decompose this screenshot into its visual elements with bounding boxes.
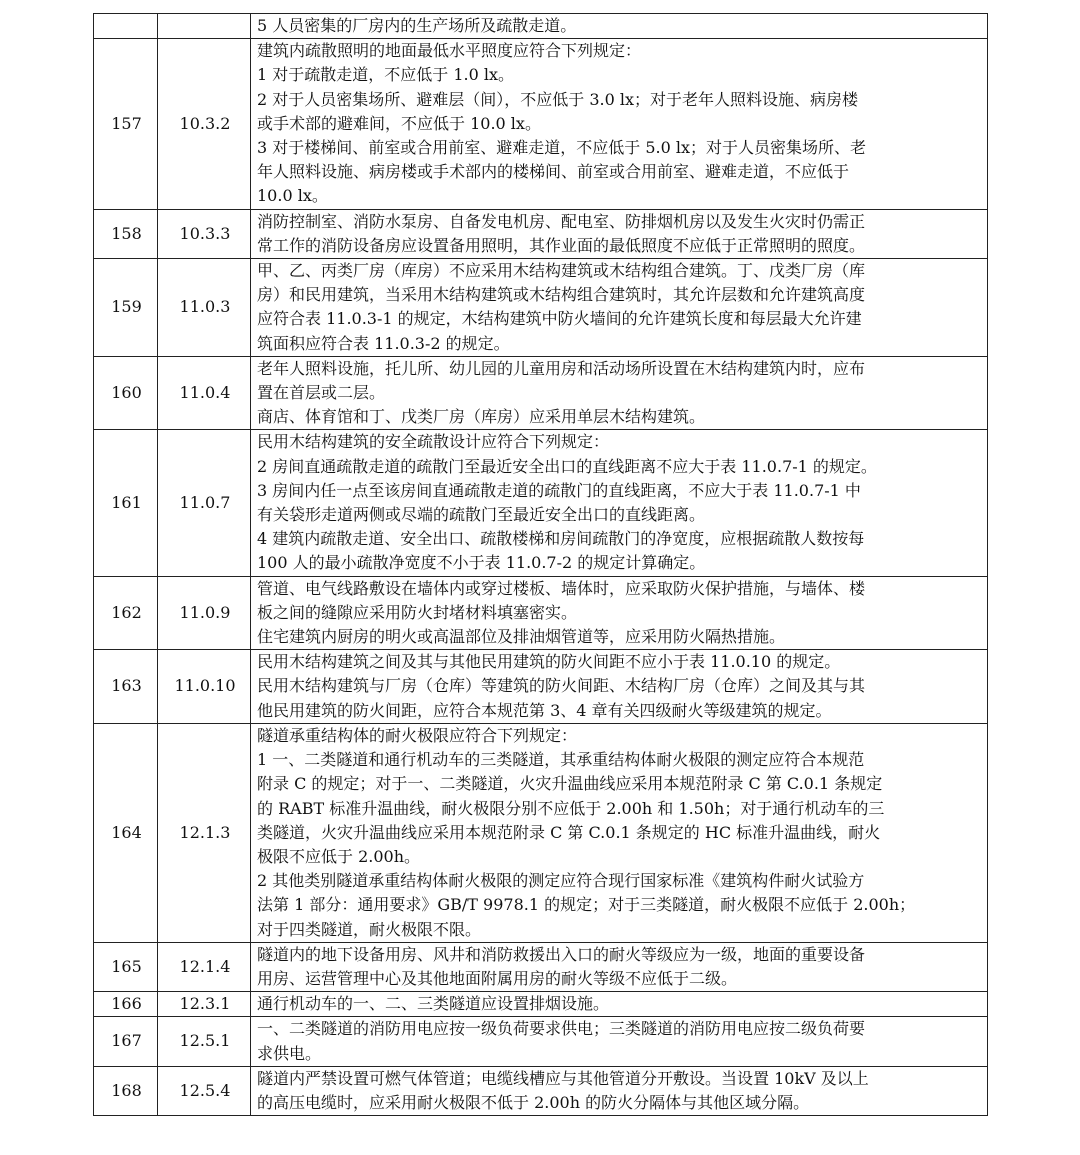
clause-content [251, 430, 988, 576]
clause-number: 11.0.9 [158, 576, 251, 650]
row-number: 157 [94, 39, 158, 209]
content-line: 他民用建筑的防火间距，应符合本规范第 3、4 章有关四级耐火等级建筑的规定。 [257, 700, 832, 720]
clause-content [251, 259, 988, 357]
table-row [94, 259, 988, 357]
content-line: 对于四类隧道，耐火极限不限。 [257, 919, 482, 939]
content-line: 4 建筑内疏散走道、安全出口、疏散楼梯和房间疏散门的净宽度，应根据疏散人数按每 [257, 529, 865, 549]
content-line: 1 一、二类隧道和通行机动车的三类隧道，其承重结构体耐火极限的测定应符合本规范 [257, 750, 865, 770]
clause-number: 11.0.3 [158, 259, 251, 357]
clause-number: 11.0.4 [158, 356, 251, 430]
row-number: 159 [94, 259, 158, 357]
content-line: 房）和民用建筑，当采用木结构建筑或木结构组合建筑时，其允许层数和允许建筑高度 [257, 285, 866, 305]
row-number [94, 14, 158, 39]
table-row [94, 356, 988, 430]
content-line: 的高压电缆时，应采用耐火极限不低于 2.00h 的防火分隔体与其他区域分隔。 [257, 1092, 810, 1112]
content-line: 法第 1 部分：通用要求》GB/T 9978.1 的规定；对于三类隧道，耐火极限不应低于 2.00h； [257, 895, 916, 915]
content-line: 2 对于人员密集场所、避难层（间），不应低于 3.0 lx；对于老年人照料设施、病房楼 [257, 89, 859, 109]
content-line: 类隧道，火灾升温曲线应采用本规范附录 C 第 C.0.1 条规定的 HC 标准升温曲线，耐火 [257, 822, 881, 842]
content-line: 老年人照料设施，托儿所、幼儿园的儿童用房和活动场所设置在木结构建筑内时，应布 [257, 358, 866, 378]
table-row [94, 209, 988, 258]
clause-content [251, 1066, 988, 1115]
content-line: 消防控制室、消防水泵房、自备发电机房、配电室、防排烟机房以及发生火灾时仍需正 [257, 211, 866, 231]
row-number: 167 [94, 1017, 158, 1066]
content-line: 隧道内严禁设置可燃气体管道；电缆线槽应与其他管道分开敷设。当设置 10kV 及以上 [257, 1068, 869, 1088]
content-line: 常工作的消防设备房应设置备用照明，其作业面的最低照度不应低于正常照明的照度。 [257, 235, 866, 255]
clause-number: 12.1.4 [158, 942, 251, 991]
clause-content [251, 650, 988, 724]
content-line: 的 RABT 标准升温曲线，耐火极限分别不应低于 2.00h 和 1.50h；对于通行机动车的三 [257, 798, 885, 818]
clause-content [251, 942, 988, 991]
content-line: 民用木结构建筑与厂房（仓库）等建筑的防火间距、木结构厂房（仓库）之间及其与其 [257, 676, 866, 696]
content-line: 管道、电气线路敷设在墙体内或穿过楼板、墙体时，应采取防火保护措施，与墙体、楼 [257, 578, 866, 598]
content-line: 筑面积应符合表 11.0.3-2 的规定。 [257, 333, 510, 353]
content-line: 商店、体育馆和丁、戊类厂房（库房）应采用单层木结构建筑。 [257, 407, 706, 427]
row-number: 166 [94, 992, 158, 1017]
content-line: 甲、乙、丙类厂房（库房）不应采用木结构建筑或木结构组合建筑。丁、戊类厂房（库 [257, 261, 866, 281]
content-line: 隧道承重结构体的耐火极限应符合下列规定： [257, 725, 578, 745]
content-line: 置在首层或二层。 [257, 383, 386, 403]
content-line: 2 房间直通疏散走道的疏散门至最近安全出口的直线距离不应大于表 11.0.7-1 的规定。 [257, 456, 877, 476]
table-row [94, 650, 988, 724]
clause-content [251, 992, 988, 1017]
content-line: 住宅建筑内厨房的明火或高温部位及排油烟管道等，应采用防火隔热措施。 [257, 627, 786, 647]
content-line: 年人照料设施、病房楼或手术部内的楼梯间、前室或合用前室、避难走道，不应低于 [257, 162, 850, 182]
clause-number: 11.0.7 [158, 430, 251, 576]
table-row [94, 14, 988, 39]
clause-number: 10.3.2 [158, 39, 251, 209]
clause-number: 12.5.4 [158, 1066, 251, 1115]
content-line: 求供电。 [257, 1043, 322, 1063]
clause-content [251, 1017, 988, 1066]
table-row [94, 942, 988, 991]
clause-content [251, 576, 988, 650]
clause-number: 11.0.10 [158, 650, 251, 724]
clause-content [251, 356, 988, 430]
table-row [94, 576, 988, 650]
content-line: 民用木结构建筑之间及其与其他民用建筑的防火间距不应小于表 11.0.10 的规定。 [257, 652, 841, 672]
table-row [94, 992, 988, 1017]
content-line: 或手术部的避难间，不应低于 10.0 lx。 [257, 113, 541, 133]
row-number: 158 [94, 209, 158, 258]
clause-number: 10.3.3 [158, 209, 251, 258]
row-number: 168 [94, 1066, 158, 1115]
regulation-table [93, 13, 988, 1116]
row-number: 162 [94, 576, 158, 650]
content-line: 附录 C 的规定；对于一、二类隧道，火灾升温曲线应采用本规范附录 C 第 C.0.1 条规定 [257, 774, 883, 794]
row-number: 160 [94, 356, 158, 430]
content-line: 1 对于疏散走道，不应低于 1.0 lx。 [257, 65, 515, 85]
clause-content [251, 723, 988, 942]
row-number: 165 [94, 942, 158, 991]
content-line: 通行机动车的一、二、三类隧道应设置排烟设施。 [257, 994, 610, 1014]
content-line: 隧道内的地下设备用房、风井和消防救援出入口的耐火等级应为一级，地面的重要设备 [257, 944, 866, 964]
content-line: 有关袋形走道两侧或尽端的疏散门至最近安全出口的直线距离。 [257, 505, 706, 525]
table-row [94, 723, 988, 942]
row-number: 161 [94, 430, 158, 576]
content-line: 100 人的最小疏散净宽度不小于表 11.0.7-2 的规定计算确定。 [257, 553, 706, 573]
content-line: 3 房间内任一点至该房间直通疏散走道的疏散门的直线距离，不应大于表 11.0.7-1 中 [257, 480, 861, 500]
clause-content [251, 39, 988, 209]
clause-content [251, 209, 988, 258]
content-line: 一、二类隧道的消防用电应按一级负荷要求供电；三类隧道的消防用电应按二级负荷要 [257, 1019, 866, 1039]
content-line: 10.0 lx。 [257, 186, 328, 206]
content-line: 3 对于楼梯间、前室或合用前室、避难走道，不应低于 5.0 lx；对于人员密集场所、老 [257, 138, 867, 158]
clause-number: 12.1.3 [158, 723, 251, 942]
row-number: 164 [94, 723, 158, 942]
content-line: 建筑内疏散照明的地面最低水平照度应符合下列规定： [257, 41, 642, 61]
table-row [94, 430, 988, 576]
clause-number: 12.3.1 [158, 992, 251, 1017]
regulation-table-body [94, 14, 988, 1116]
content-line: 2 其他类别隧道承重结构体耐火极限的测定应符合现行国家标准《建筑构件耐火试验方 [257, 871, 865, 891]
table-row [94, 1066, 988, 1115]
clause-number: 12.5.1 [158, 1017, 251, 1066]
content-line: 5 人员密集的厂房内的生产场所及疏散走道。 [257, 16, 577, 35]
content-line: 极限不应低于 2.00h。 [257, 846, 421, 866]
clause-number [158, 14, 251, 39]
row-number: 163 [94, 650, 158, 724]
table-row [94, 39, 988, 209]
content-line: 板之间的缝隙应采用防火封堵材料填塞密实。 [257, 602, 578, 622]
content-line: 应符合表 11.0.3-1 的规定，木结构建筑中防火墙间的允许建筑长度和每层最大允许建 [257, 309, 862, 329]
content-line: 民用木结构建筑的安全疏散设计应符合下列规定： [257, 432, 610, 452]
table-row [94, 1017, 988, 1066]
content-line: 用房、运营管理中心及其他地面附属用房的耐火等级不应低于二级。 [257, 968, 738, 988]
clause-content [251, 14, 988, 39]
